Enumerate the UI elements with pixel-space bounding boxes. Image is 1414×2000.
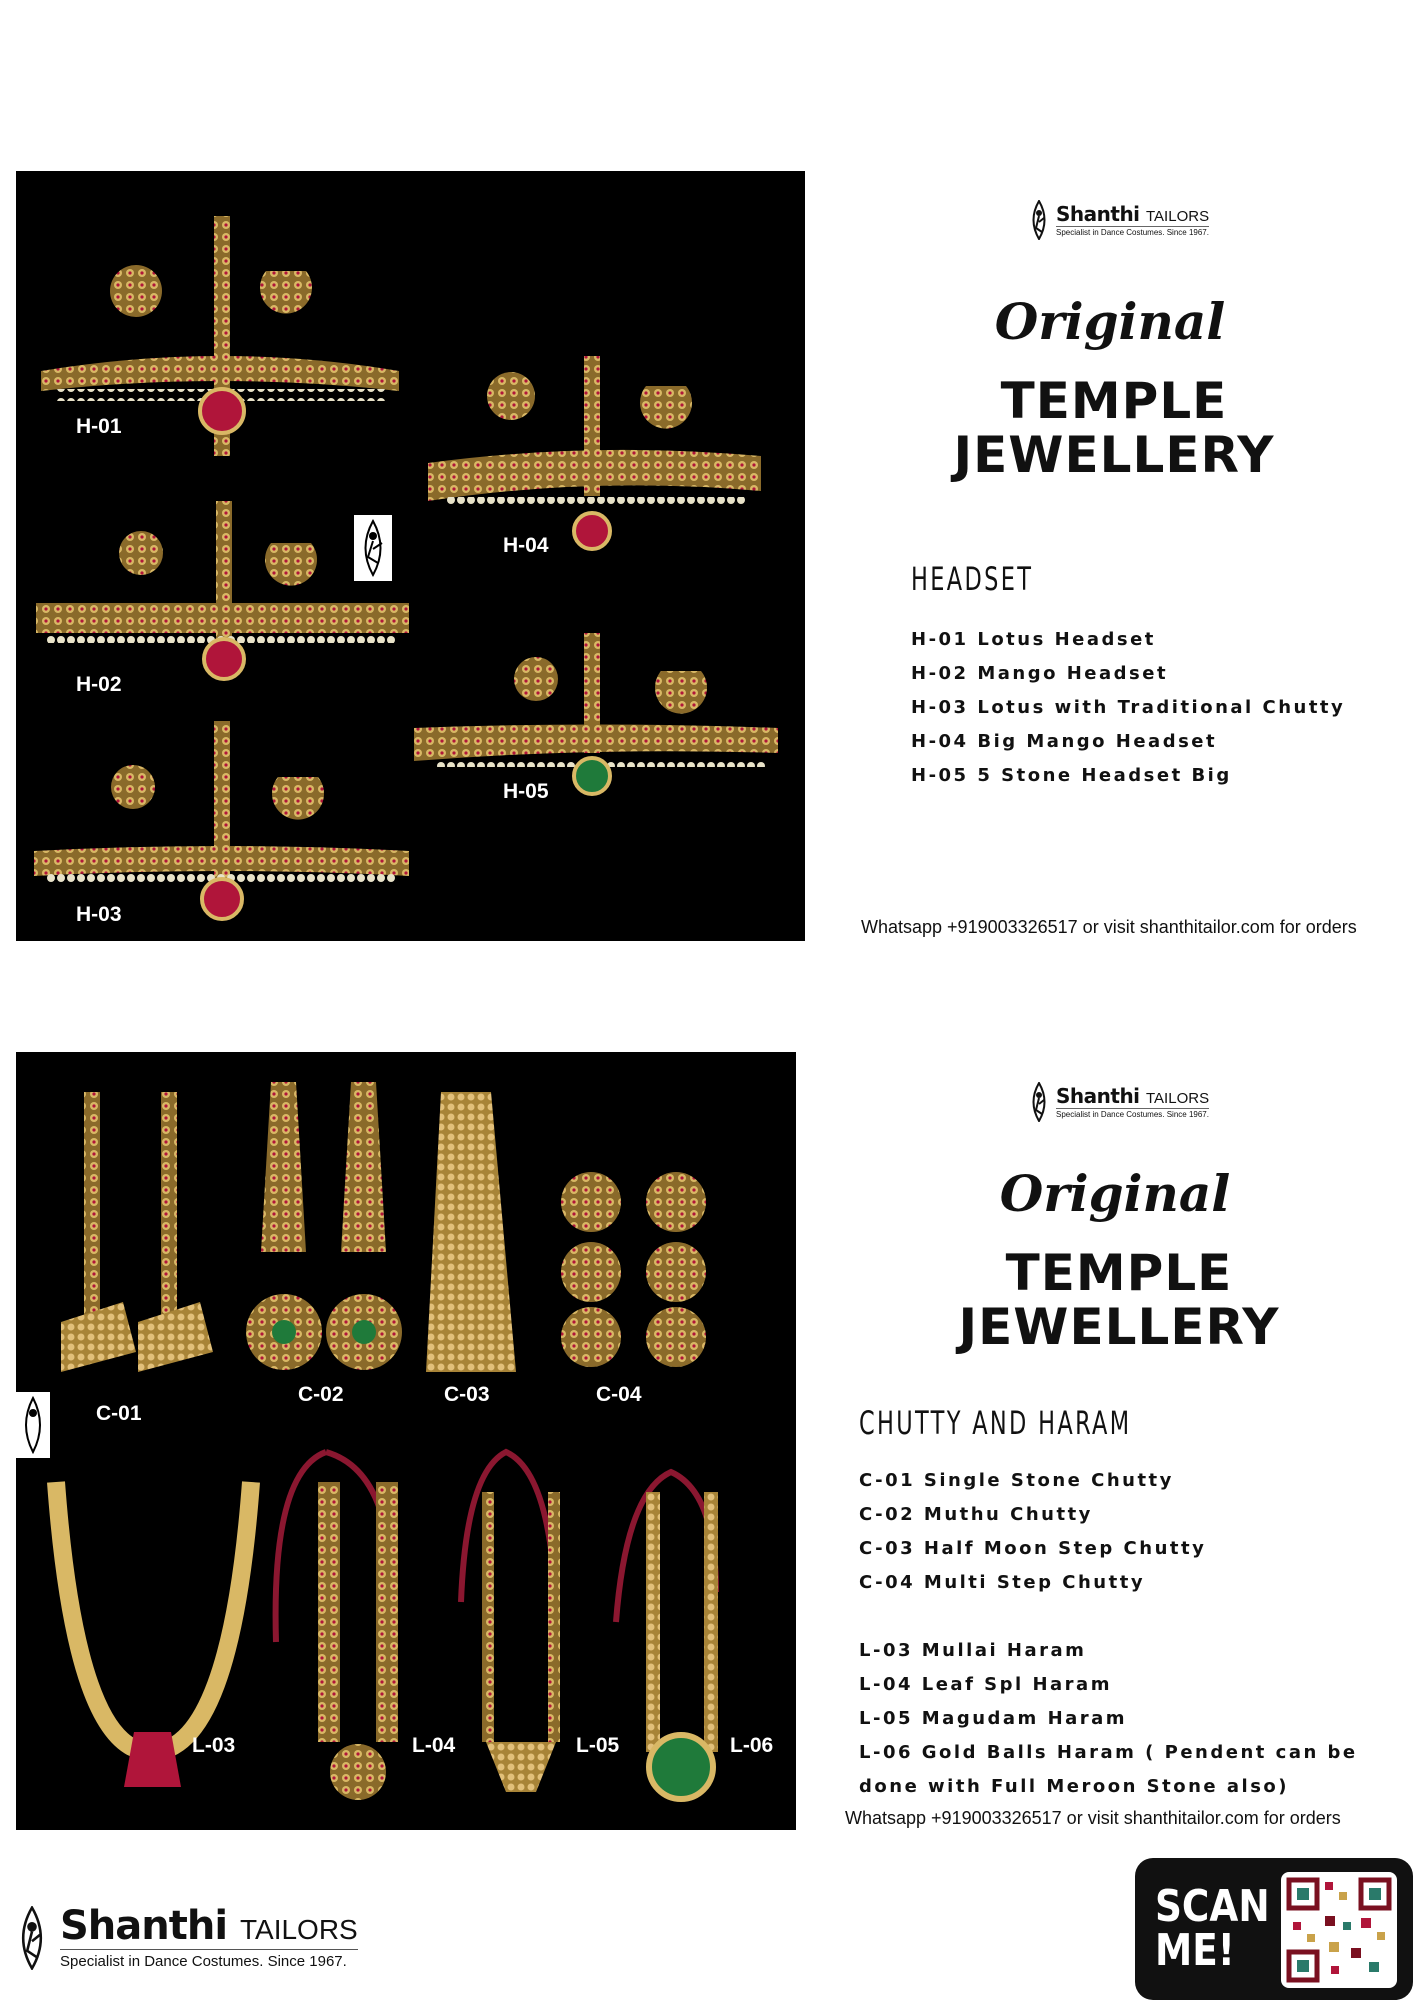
- label-h04: H-04: [503, 534, 549, 557]
- brand-name: Shanthi: [1056, 1083, 1140, 1108]
- scan-line-1: SCAN: [1155, 1881, 1270, 1932]
- headset-photo: [16, 171, 805, 941]
- list-item: L-03 Mullai Haram: [859, 1640, 1087, 1661]
- qr-code-icon[interactable]: [1281, 1872, 1397, 1988]
- list-item: C-04 Multi Step Chutty: [859, 1572, 1146, 1593]
- chutty-c03: [426, 1092, 516, 1406]
- list-item: C-03 Half Moon Step Chutty: [859, 1538, 1207, 1559]
- headset-h05: [414, 633, 778, 803]
- list-item: H-04 Big Mango Headset: [911, 731, 1218, 752]
- brand-suffix: TAILORS: [240, 1914, 358, 1945]
- headset-h02: [36, 501, 409, 696]
- scan-me-badge[interactable]: [1135, 1858, 1413, 2000]
- headset-item-list: [911, 623, 1345, 793]
- headset-h01: [41, 216, 399, 456]
- title-line-2: JEWELLERY: [958, 1298, 1280, 1356]
- chutty-item-list: [859, 1464, 1206, 1600]
- brand-logo-footer: [14, 1903, 358, 1970]
- script-heading: Original: [999, 1164, 1231, 1223]
- section-heading-headset: HEADSET: [911, 560, 1034, 598]
- label-c01: C-01: [96, 1402, 142, 1425]
- list-item: H-05 5 Stone Headset Big: [911, 765, 1232, 786]
- label-l06: L-06: [730, 1734, 774, 1757]
- chutty-c04: [561, 1172, 706, 1406]
- order-note: Whatsapp +919003326517 or visit shanthitailor.com for orders: [845, 1808, 1341, 1828]
- list-item: C-01 Single Stone Chutty: [859, 1470, 1174, 1491]
- list-item: L-05 Magudam Haram: [859, 1708, 1128, 1729]
- script-heading: Original: [994, 292, 1226, 351]
- title-line-1: TEMPLE: [1000, 372, 1228, 430]
- label-l05: L-05: [576, 1734, 620, 1757]
- list-item: H-03 Lotus with Traditional Chutty: [911, 697, 1346, 718]
- dancer-logo-icon: [14, 1906, 50, 1970]
- order-note: Whatsapp +919003326517 or visit shanthitailor.com for orders: [861, 917, 1357, 937]
- brand-tagline: Specialist in Dance Costumes. Since 1967.: [1056, 1109, 1209, 1119]
- list-item: H-02 Mango Headset: [911, 663, 1169, 684]
- dancer-logo-icon: [1028, 200, 1050, 240]
- label-h03: H-03: [76, 903, 122, 926]
- chutty-haram-photo: [16, 1052, 796, 1830]
- brand-logo-middle: [1028, 1082, 1209, 1122]
- haram-l03: [56, 1482, 251, 1787]
- page-title: [934, 374, 1294, 482]
- label-l04: L-04: [412, 1734, 456, 1757]
- scan-line-2: ME!: [1155, 1925, 1235, 1976]
- label-c02: C-02: [298, 1383, 344, 1406]
- chutty-c02: [246, 1082, 402, 1406]
- brand-name: Shanthi: [1056, 201, 1140, 226]
- dancer-logo-icon: [1028, 1082, 1050, 1122]
- brand-name: Shanthi: [60, 1903, 228, 1949]
- list-item: done with Full Meroon Stone also): [859, 1776, 1290, 1797]
- scan-me-text: [1155, 1881, 1270, 1976]
- label-h01: H-01: [76, 415, 122, 438]
- brand-logo-top: [1028, 200, 1209, 240]
- headset-h03: [34, 721, 409, 926]
- label-h02: H-02: [76, 673, 122, 696]
- haram-l05: [461, 1452, 620, 1792]
- list-item: H-01 Lotus Headset: [911, 629, 1156, 650]
- label-c04: C-04: [596, 1383, 642, 1406]
- haram-l04: [276, 1452, 456, 1800]
- dancer-logo-icon: [16, 1392, 50, 1458]
- brand-suffix: TAILORS: [1146, 207, 1210, 225]
- brand-tagline: Specialist in Dance Costumes. Since 1967.: [60, 1949, 358, 1970]
- title-line-2: JEWELLERY: [953, 426, 1275, 484]
- list-item: L-06 Gold Balls Haram ( Pendent can be: [859, 1742, 1358, 1763]
- page-title: [939, 1246, 1299, 1354]
- label-h05: H-05: [503, 780, 549, 803]
- label-c03: C-03: [444, 1383, 490, 1406]
- list-item: C-02 Muthu Chutty: [859, 1504, 1093, 1525]
- title-line-1: TEMPLE: [1005, 1244, 1233, 1302]
- brand-tagline: Specialist in Dance Costumes. Since 1967.: [1056, 227, 1209, 237]
- dancer-logo-icon: [354, 515, 392, 581]
- haram-l06: [616, 1472, 773, 1799]
- headset-h04: [428, 356, 761, 557]
- section-heading-chutty-haram: CHUTTY AND HARAM: [859, 1404, 1132, 1442]
- chutty-c01: [61, 1092, 213, 1425]
- haram-item-list: [859, 1634, 1358, 1804]
- brand-suffix: TAILORS: [1146, 1089, 1210, 1107]
- list-item: L-04 Leaf Spl Haram: [859, 1674, 1112, 1695]
- label-l03: L-03: [192, 1734, 236, 1757]
